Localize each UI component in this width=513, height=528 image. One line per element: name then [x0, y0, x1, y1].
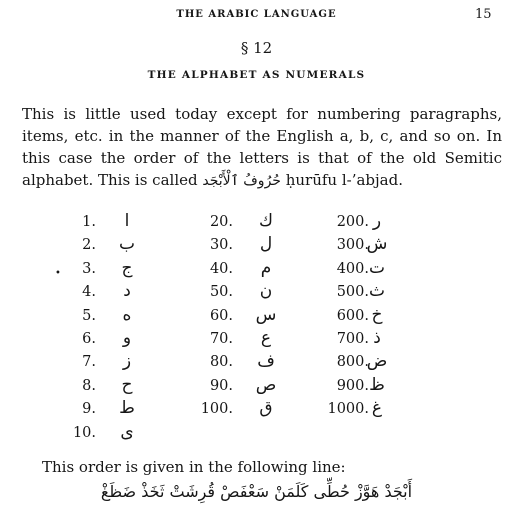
- arabic-letter: ض: [366, 351, 388, 371]
- numeral-value: 20.: [209, 214, 233, 230]
- arabic-letter: م: [260, 258, 272, 278]
- numeral-value: 6.: [82, 331, 96, 347]
- numeral-value: 60.: [209, 308, 233, 324]
- arabic-letter: ب: [118, 234, 135, 254]
- arabic-letter: س: [255, 305, 277, 325]
- numeral-value: 300.: [336, 237, 369, 253]
- section-title: THE ALPHABET AS NUMERALS: [147, 69, 366, 81]
- arabic-letter: ص: [255, 375, 277, 395]
- arabic-letter: ف: [257, 351, 275, 371]
- numeral-value: 10.: [72, 425, 96, 441]
- arabic-letter: ط: [119, 398, 135, 418]
- numeral-value: 8.: [82, 378, 96, 394]
- numeral-value: 500.: [336, 284, 369, 300]
- arabic-letter: ن: [259, 281, 273, 301]
- arabic-letter: ش: [366, 234, 388, 254]
- arabic-letter: ظ: [369, 375, 385, 395]
- arabic-letter: ك: [258, 211, 273, 231]
- body-paragraph: [22, 103, 502, 192]
- running-title: THE ARABIC LANGUAGE: [176, 9, 337, 20]
- arabic-letter: و: [122, 328, 132, 348]
- arabic-letter: ه: [122, 305, 132, 325]
- section-number: § 12: [240, 39, 273, 57]
- arabic-letter: ع: [260, 328, 272, 348]
- stray-bullet-mark: •: [55, 268, 61, 279]
- arabic-letter: ج: [121, 258, 133, 278]
- page-number: 15: [475, 7, 492, 22]
- numeral-value: 40.: [209, 261, 233, 277]
- numeral-value: 80.: [209, 354, 233, 370]
- numeral-value: 700.: [336, 331, 369, 347]
- arabic-letter: د: [123, 281, 131, 301]
- numeral-value: 2.: [82, 237, 96, 253]
- arabic-letter: ا: [124, 211, 130, 231]
- arabic-letter: ى: [120, 422, 134, 442]
- numeral-value: 900.: [336, 378, 369, 394]
- numeral-table: [0, 211, 513, 454]
- numeral-value: 400.: [336, 261, 369, 277]
- numeral-value: 5.: [82, 308, 96, 324]
- arabic-letter: خ: [371, 305, 383, 325]
- arabic-letter: ل: [259, 234, 273, 254]
- arabic-letter: ز: [122, 351, 132, 371]
- numeral-value: 200.: [336, 214, 369, 230]
- running-head: [0, 9, 513, 25]
- arabic-letter: ر: [372, 211, 382, 231]
- arabic-letter: ت: [368, 258, 385, 278]
- numeral-value: 9.: [82, 401, 96, 417]
- numeral-value: 70.: [209, 331, 233, 347]
- numeral-value: 7.: [82, 354, 96, 370]
- arabic-letter: ث: [368, 281, 385, 301]
- arabic-term: حُرُوفُ ٱلْأَبْجَد: [202, 173, 281, 189]
- numeral-value: 1000.: [327, 401, 369, 417]
- abjad-mnemonic: أَبْجَدْ هَوَّزْ حُطِّى كَلَمَنْ سَعْفَصْ قُرِشَتْ ثَخَذْ ضَظَغْ: [100, 482, 413, 501]
- numeral-value: 90.: [209, 378, 233, 394]
- paragraph-text: This is little used today except for numbering paragraphs, items, etc. in the manner of the English a, b, c, and so on. In this case the order of the letters is that of the old Semitic alphabet. This is called: [22, 105, 502, 189]
- numeral-value: 50.: [209, 284, 233, 300]
- numeral-value: 100.: [200, 401, 233, 417]
- transliteration: ḥurūfu l-’abjad.: [280, 171, 403, 189]
- numeral-value: 600.: [336, 308, 369, 324]
- closing-intro: This order is given in the following line:: [42, 458, 346, 476]
- numeral-value: 3.: [82, 261, 96, 277]
- numeral-value: 1.: [82, 214, 96, 230]
- numeral-value: 30.: [209, 237, 233, 253]
- arabic-letter: غ: [371, 398, 383, 418]
- arabic-letter: ذ: [373, 328, 381, 348]
- numeral-value: 800.: [336, 354, 369, 370]
- arabic-letter: ح: [121, 375, 133, 395]
- arabic-letter: ق: [259, 398, 273, 418]
- numeral-value: 4.: [82, 284, 96, 300]
